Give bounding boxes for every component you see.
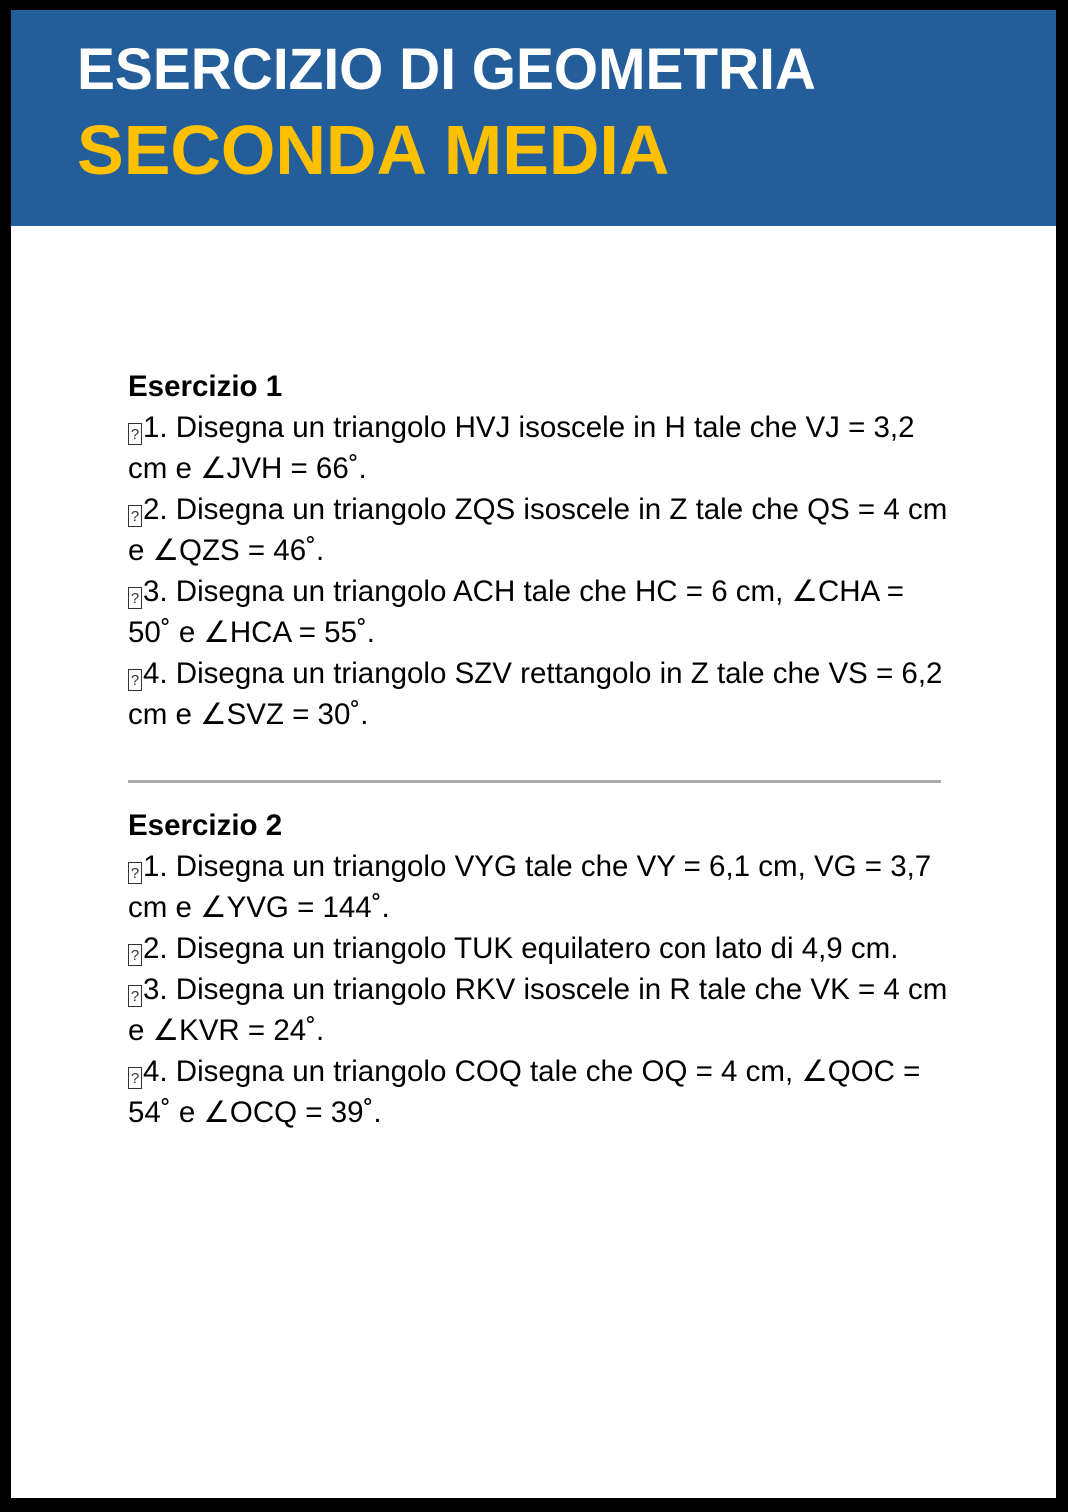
exercise-item [128, 653, 948, 735]
missing-glyph-icon: ? [128, 669, 142, 691]
exercise-content [128, 366, 948, 1133]
missing-glyph-icon: ? [128, 1067, 142, 1089]
exercise-item [128, 969, 948, 1051]
section-divider [128, 780, 941, 783]
exercise-item-text: 4. Disegna un triangolo COQ tale che OQ = 4 cm, ∠QOC = 54˚ e ∠OCQ = 39˚. [128, 1055, 921, 1129]
missing-glyph-icon: ? [128, 423, 142, 445]
exercise-item [128, 1051, 948, 1133]
header-banner [11, 10, 1056, 226]
exercise-title: Esercizio 2 [128, 809, 283, 842]
exercise-item-text: 1. Disegna un triangolo HVJ isoscele in H tale che VJ = 3,2 cm e ∠JVH = 66˚. [128, 411, 915, 485]
exercise-item [128, 571, 948, 653]
exercise-item-text: 4. Disegna un triangolo SZV rettangolo in Z tale che VS = 6,2 cm e ∠SVZ = 30˚. [128, 657, 943, 731]
exercise-item [128, 928, 948, 969]
exercise-item [128, 407, 948, 489]
exercise-section-2 [128, 805, 948, 1133]
exercise-item-text: 1. Disegna un triangolo VYG tale che VY = 6,1 cm, VG = 3,7 cm e ∠YVG = 144˚. [128, 850, 932, 924]
exercise-item [128, 846, 948, 928]
exercise-item [128, 489, 948, 571]
worksheet-page [11, 10, 1056, 1498]
exercise-title: Esercizio 1 [128, 370, 283, 403]
page-title: ESERCIZIO DI GEOMETRIA [77, 37, 816, 102]
exercise-item-text: 2. Disegna un triangolo TUK equilatero con lato di 4,9 cm. [143, 932, 899, 965]
exercise-item-text: 3. Disegna un triangolo ACH tale che HC = 6 cm, ∠CHA = 50˚ e ∠HCA = 55˚. [128, 575, 905, 649]
exercise-item-text: 3. Disegna un triangolo RKV isoscele in R tale che VK = 4 cm e ∠KVR = 24˚. [128, 973, 948, 1047]
missing-glyph-icon: ? [128, 505, 142, 527]
missing-glyph-icon: ? [128, 862, 142, 884]
page-subtitle: SECONDA MEDIA [77, 111, 670, 189]
missing-glyph-icon: ? [128, 985, 142, 1007]
exercise-section-1 [128, 366, 948, 735]
missing-glyph-icon: ? [128, 944, 142, 966]
exercise-item-text: 2. Disegna un triangolo ZQS isoscele in Z tale che QS = 4 cm e ∠QZS = 46˚. [128, 493, 948, 567]
missing-glyph-icon: ? [128, 587, 142, 609]
